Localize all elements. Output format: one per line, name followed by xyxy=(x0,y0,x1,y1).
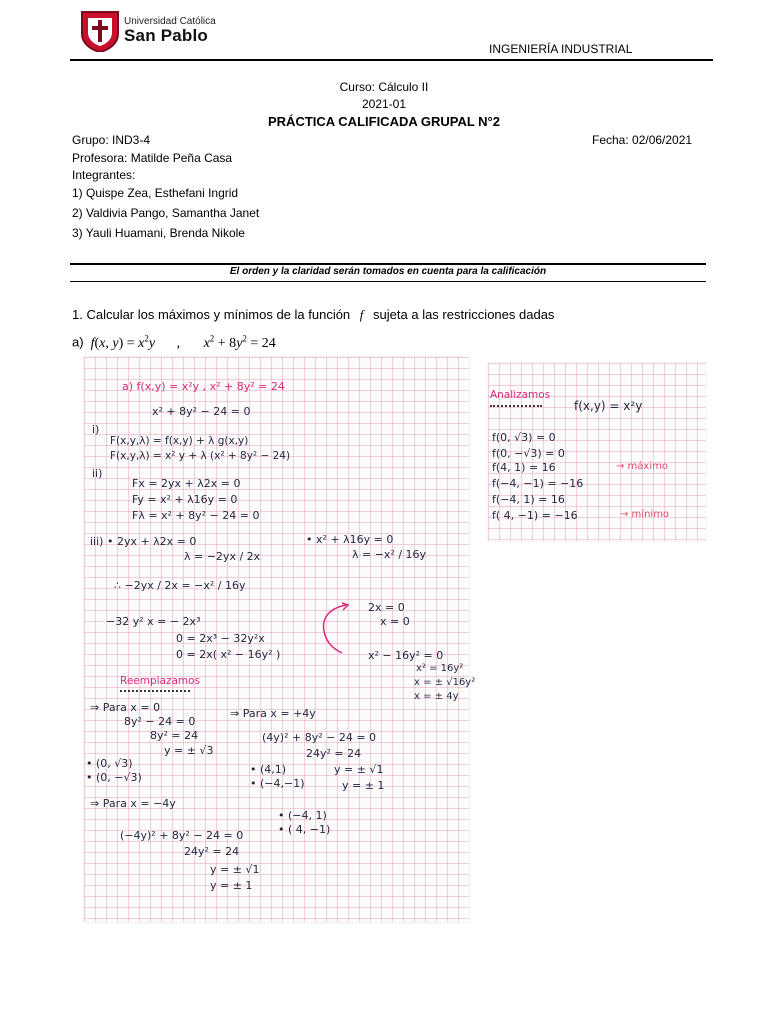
hw-line: f(−4, 1) = 16 xyxy=(492,493,565,506)
hw-line: f(0, −√3) = 0 xyxy=(492,447,565,460)
hw-line: −32 y² x = − 2x³ xyxy=(106,615,201,628)
hw-line: 0 = 2x( x² − 16y² ) xyxy=(176,648,281,661)
hw-line: (4y)² + 8y² − 24 = 0 xyxy=(262,731,377,744)
hw-line: 0 = 2x³ − 32y²x xyxy=(176,632,265,645)
hw-line: ∴ −2yx / 2x = −x² / 16y xyxy=(114,579,246,592)
hw-line: • x² + λ16y = 0 xyxy=(306,533,394,546)
hw-line: Fλ = x² + 8y² − 24 = 0 xyxy=(132,509,260,522)
hw-step-label: ii) xyxy=(92,467,103,480)
hw-line: ⇒ Para x = −4y xyxy=(90,797,176,810)
branch-arrow-icon xyxy=(316,601,356,657)
hw-line: x = ± √16y² xyxy=(414,677,476,688)
hw-line: iii) • 2yx + λ2x = 0 xyxy=(90,535,197,548)
hw-line: y = ± 1 xyxy=(210,879,253,892)
hw-point: • (0, √3) xyxy=(86,757,133,770)
objective-function: f(x, $y) = x^2y$ xyxy=(90,333,156,351)
hw-line: λ = −x² / 16y xyxy=(352,548,427,561)
hw-line: 2x = 0 xyxy=(368,601,405,614)
question-1 xyxy=(72,307,554,323)
hw-line: x² + 8y² − 24 = 0 xyxy=(152,405,251,418)
hw-point: • (−4,−1) xyxy=(250,777,305,790)
hw-line: 24y² = 24 xyxy=(306,747,362,760)
hw-point: • (−4, 1) xyxy=(278,809,327,822)
hw-line: λ = −2yx / 2x xyxy=(184,550,261,563)
hw-line: y = ± √3 xyxy=(164,744,214,757)
hw-line: x = 0 xyxy=(380,615,410,628)
question-text-after: sujeta a las restricciones dadas xyxy=(373,307,555,322)
logo-line-1: Universidad Católica xyxy=(124,16,216,27)
hw-heading-reemplazamos: Reemplazamos xyxy=(120,675,201,687)
maximum-label: → máximo xyxy=(616,461,668,472)
hw-line: y = ± √1 xyxy=(210,863,260,876)
department-name: INGENIERÍA INDUSTRIAL xyxy=(489,42,633,56)
constraint-separator: , xyxy=(176,335,181,351)
practice-title: PRÁCTICA CALIFICADA GRUPAL N°2 xyxy=(268,114,500,129)
hw-step-label: i) xyxy=(92,423,100,436)
hw-line: f(0, √3) = 0 xyxy=(492,431,556,444)
grading-note: El orden y la claridad serán tomados en cuenta para la calificación xyxy=(229,266,547,277)
note-bottom-divider xyxy=(70,281,706,282)
notebook-page-right xyxy=(488,363,706,541)
part-a-label: a) xyxy=(72,334,84,350)
function-symbol: f xyxy=(359,307,364,322)
notebook-page-left xyxy=(84,357,476,922)
hw-line: f(x,y) = x²y xyxy=(574,399,643,413)
members-label: Integrantes: xyxy=(72,168,136,182)
hw-line: 8y² − 24 = 0 xyxy=(124,715,196,728)
note-top-divider xyxy=(70,263,706,265)
hw-line: y = ± √1 xyxy=(334,763,384,776)
member-1: 1) Quispe Zea, Esthefani Ingrid xyxy=(72,186,239,200)
course-title: Curso: Cálculo II xyxy=(339,80,429,94)
hw-line: f( 4, −1) = −16 xyxy=(492,509,578,522)
hw-line: y = ± 1 xyxy=(342,779,385,792)
logo-line-2: San Pablo xyxy=(124,26,208,45)
hw-line: Fx = 2yx + λ2x = 0 xyxy=(132,477,241,490)
member-3: 3) Yauli Huamani, Brenda Nikole xyxy=(72,226,245,240)
hw-point: • ( 4, −1) xyxy=(278,823,331,836)
hw-line: ⇒ Para x = +4y xyxy=(230,707,316,720)
hw-line: f(−4, −1) = −16 xyxy=(492,477,584,490)
term-label: 2021-01 xyxy=(361,97,407,111)
hw-line: f(4, 1) = 16 xyxy=(492,461,556,474)
hw-line: (−4y)² + 8y² − 24 = 0 xyxy=(120,829,244,842)
hw-line: x = ± 4y xyxy=(414,691,459,702)
hw-line-part-a: a) f(x,y) = x²y , x² + 8y² = 24 xyxy=(122,380,285,393)
constraint-equation: $x^2 + 8y^2 = 24$ xyxy=(203,333,276,351)
hw-line: F(x,y,λ) = f(x,y) + λ g(x,y) xyxy=(110,435,249,447)
professor-label: Profesora: Matilde Peña Casa xyxy=(72,151,233,165)
header-divider xyxy=(70,59,713,61)
hw-line: F(x,y,λ) = x² y + λ (x² + 8y² − 24) xyxy=(110,450,291,462)
hw-line: Fy = x² + λ16y = 0 xyxy=(132,493,238,506)
hw-line: 8y² = 24 xyxy=(150,729,199,742)
university-shield-icon xyxy=(80,10,120,52)
hw-point: • (0, −√3) xyxy=(86,771,142,784)
hw-line: x² = 16y² xyxy=(416,663,464,674)
hw-point: • (4,1) xyxy=(250,763,287,776)
hw-heading-analizamos: Analizamos xyxy=(490,389,551,401)
date-label: Fecha: 02/06/2021 xyxy=(592,133,693,147)
hw-line: ⇒ Para x = 0 xyxy=(90,701,161,714)
question-1a xyxy=(72,333,276,352)
university-logo xyxy=(80,10,220,52)
member-2: 2) Valdivia Pango, Samantha Janet xyxy=(72,206,260,220)
dotted-underline xyxy=(120,690,190,692)
hw-line: 24y² = 24 xyxy=(184,845,240,858)
dotted-underline xyxy=(490,405,542,407)
minimum-label: → mínimo xyxy=(620,509,670,520)
hw-line: x² − 16y² = 0 xyxy=(368,649,444,662)
group-label: Grupo: IND3-4 xyxy=(72,133,151,147)
question-text-before: 1. Calcular los máximos y mínimos de la función xyxy=(72,307,351,322)
